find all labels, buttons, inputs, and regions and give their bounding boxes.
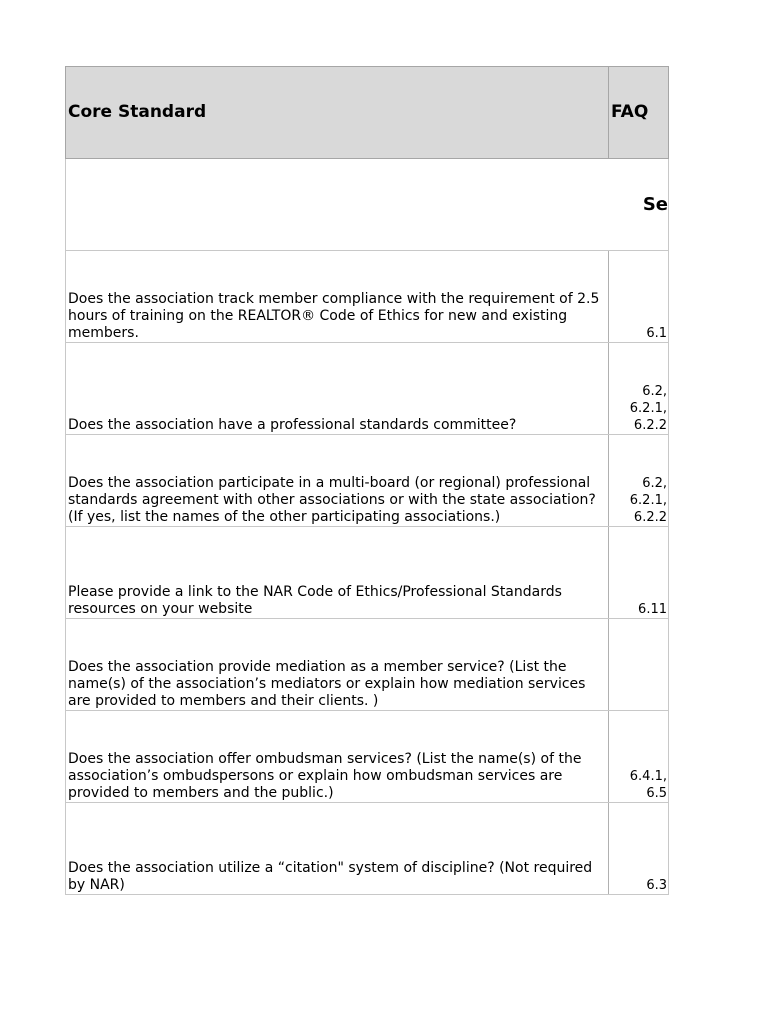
faq-cell[interactable] (609, 619, 669, 711)
question-cell[interactable]: Does the association utilize a “citation" system of discipline? (Not required by NAR) (66, 803, 609, 895)
faq-ref: 6.2, (642, 476, 667, 491)
question-cell[interactable]: Does the association offer ombudsman services? (List the name(s) of the association’s ombudspersons or explain how ombudsman services are provided to members and the public.) (66, 711, 609, 803)
faq-ref: 6.4.1, (629, 769, 667, 784)
faq-ref: 6.11 (638, 602, 667, 617)
header-core-standard[interactable]: Core Standard (66, 67, 609, 159)
section-cell[interactable] (66, 159, 669, 251)
question-cell[interactable]: Does the association track member compliance with the requirement of 2.5 hours of training on the REALTOR® Code of Ethics for new and existing members. (66, 251, 609, 343)
question-cell[interactable]: Does the association provide mediation as a member service? (List the name(s) of the association’s mediators or explain how mediation services are provided to members and their clients. ) (66, 619, 609, 711)
section-title: Se (642, 194, 668, 215)
faq-cell[interactable] (609, 251, 669, 343)
table-row (66, 435, 669, 527)
faq-cell[interactable] (609, 343, 669, 435)
faq-ref: 6.2, (642, 384, 667, 399)
table-row (66, 619, 669, 711)
section-row (66, 159, 669, 251)
faq-ref: 6.2.1, (629, 401, 667, 416)
faq-cell[interactable] (609, 803, 669, 895)
table-row (66, 711, 669, 803)
header-faq[interactable]: FAQ (609, 67, 669, 159)
faq-ref: 6.5 (646, 786, 667, 801)
table-header-row (66, 67, 669, 159)
question-cell[interactable]: Does the association participate in a multi-board (or regional) professional standards agreement with other associations or with the state association? (If yes, list the names of the other participating associations.) (66, 435, 609, 527)
faq-ref: 6.2.2 (633, 418, 667, 433)
core-standards-table (65, 66, 669, 895)
table-row (66, 343, 669, 435)
faq-ref: 6.2.2 (633, 510, 667, 525)
table-row (66, 803, 669, 895)
table-row (66, 527, 669, 619)
faq-cell[interactable] (609, 711, 669, 803)
faq-ref: 6.2.1, (629, 493, 667, 508)
faq-ref: 6.1 (646, 326, 667, 341)
faq-cell[interactable] (609, 527, 669, 619)
question-cell[interactable]: Does the association have a professional standards committee? (66, 343, 609, 435)
table-row (66, 251, 669, 343)
question-cell[interactable]: Please provide a link to the NAR Code of Ethics/Professional Standards resources on your website (66, 527, 609, 619)
faq-cell[interactable] (609, 435, 669, 527)
faq-ref: 6.3 (646, 878, 667, 893)
